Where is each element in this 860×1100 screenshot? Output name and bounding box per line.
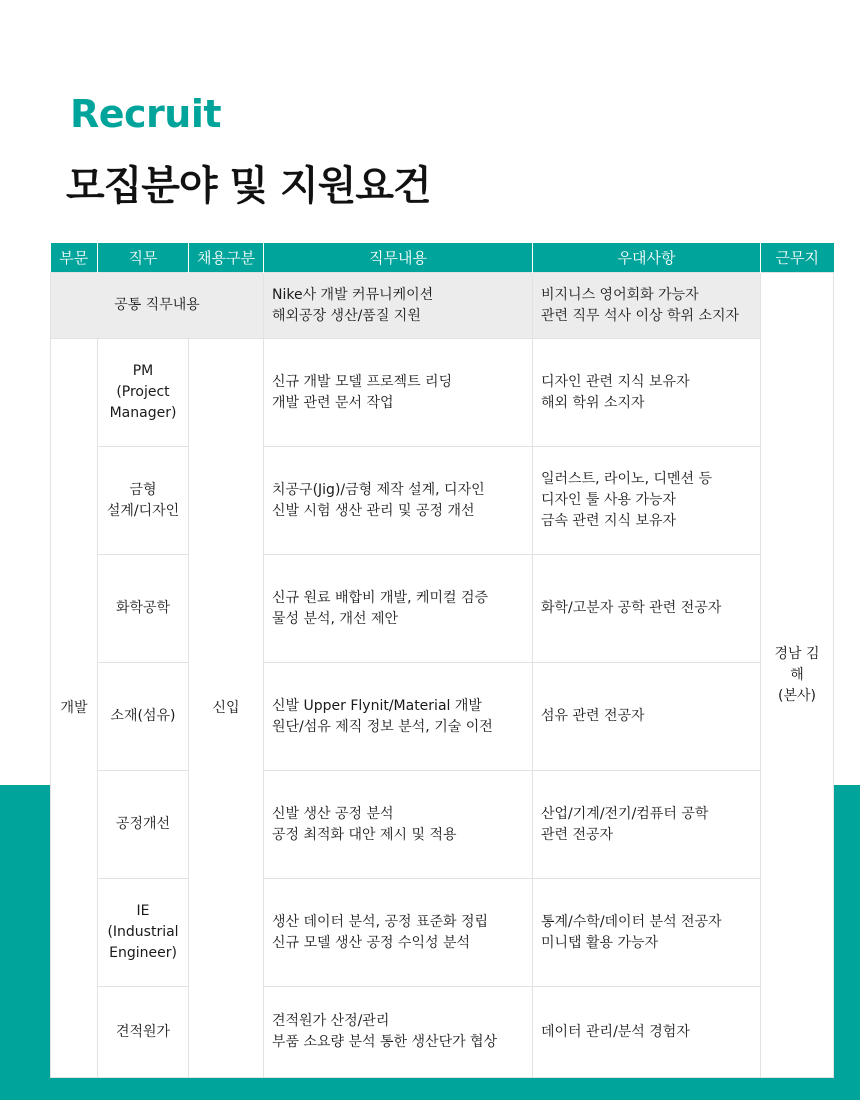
job-cell: 화학공학 xyxy=(98,555,189,663)
col-header-duties: 직무내용 xyxy=(264,243,533,273)
table-row xyxy=(51,879,834,987)
preferred-cell: 섬유 관련 전공자 xyxy=(533,663,761,771)
job-cell: 금형 설계/디자인 xyxy=(98,447,189,555)
table-header-row xyxy=(51,243,834,273)
recruit-table-container xyxy=(50,243,833,1078)
table-row xyxy=(51,987,834,1078)
job-cell: IE (Industrial Engineer) xyxy=(98,879,189,987)
common-duties-row xyxy=(51,273,834,339)
table-row xyxy=(51,555,834,663)
hire-type-cell: 신입 xyxy=(189,339,264,1078)
division-cell: 개발 xyxy=(51,339,98,1078)
duties-cell: 견적원가 산정/관리 부품 소요량 분석 통한 생산단가 협상 xyxy=(264,987,533,1078)
preferred-cell: 산업/기계/전기/컴퓨터 공학 관련 전공자 xyxy=(533,771,761,879)
col-header-preferred: 우대사항 xyxy=(533,243,761,273)
col-header-division: 부문 xyxy=(51,243,98,273)
duties-cell: 신규 개발 모델 프로젝트 리딩 개발 관련 문서 작업 xyxy=(264,339,533,447)
duties-cell: 신발 생산 공정 분석 공정 최적화 대안 제시 및 적용 xyxy=(264,771,533,879)
section-eyebrow: Recruit xyxy=(70,92,222,136)
table-row xyxy=(51,339,834,447)
job-cell: PM (Project Manager) xyxy=(98,339,189,447)
col-header-location: 근무지 xyxy=(761,243,834,273)
preferred-cell: 화학/고분자 공학 관련 전공자 xyxy=(533,555,761,663)
table-row xyxy=(51,771,834,879)
job-cell: 소재(섬유) xyxy=(98,663,189,771)
table-row xyxy=(51,663,834,771)
col-header-hire-type: 채용구분 xyxy=(189,243,264,273)
recruit-table xyxy=(50,243,834,1078)
common-preferred: 비지니스 영어회화 가능자 관련 직무 석사 이상 학위 소지자 xyxy=(533,273,761,339)
col-header-job: 직무 xyxy=(98,243,189,273)
job-cell: 공정개선 xyxy=(98,771,189,879)
common-duties: Nike사 개발 커뮤니케이션 해외공장 생산/품질 지원 xyxy=(264,273,533,339)
job-cell: 견적원가 xyxy=(98,987,189,1078)
table-row xyxy=(51,447,834,555)
common-label: 공통 직무내용 xyxy=(51,273,264,339)
duties-cell: 신발 Upper Flynit/Material 개발 원단/섬유 제직 정보 분석, 기술 이전 xyxy=(264,663,533,771)
page-title: 모집분야 및 지원요건 xyxy=(66,163,431,209)
duties-cell: 생산 데이터 분석, 공정 표준화 정립 신규 모델 생산 공정 수익성 분석 xyxy=(264,879,533,987)
duties-cell: 치공구(Jig)/금형 제작 설계, 디자인 신발 시험 생산 관리 및 공정 개선 xyxy=(264,447,533,555)
work-location: 경남 김해 (본사) xyxy=(761,273,834,1078)
preferred-cell: 데이터 관리/분석 경험자 xyxy=(533,987,761,1078)
preferred-cell: 디자인 관련 지식 보유자 해외 학위 소지자 xyxy=(533,339,761,447)
preferred-cell: 일러스트, 라이노, 디멘션 등 디자인 툴 사용 가능자 금속 관련 지식 보유자 xyxy=(533,447,761,555)
duties-cell: 신규 원료 배합비 개발, 케미컬 검증 물성 분석, 개선 제안 xyxy=(264,555,533,663)
preferred-cell: 통계/수학/데이터 분석 전공자 미니탭 활용 가능자 xyxy=(533,879,761,987)
